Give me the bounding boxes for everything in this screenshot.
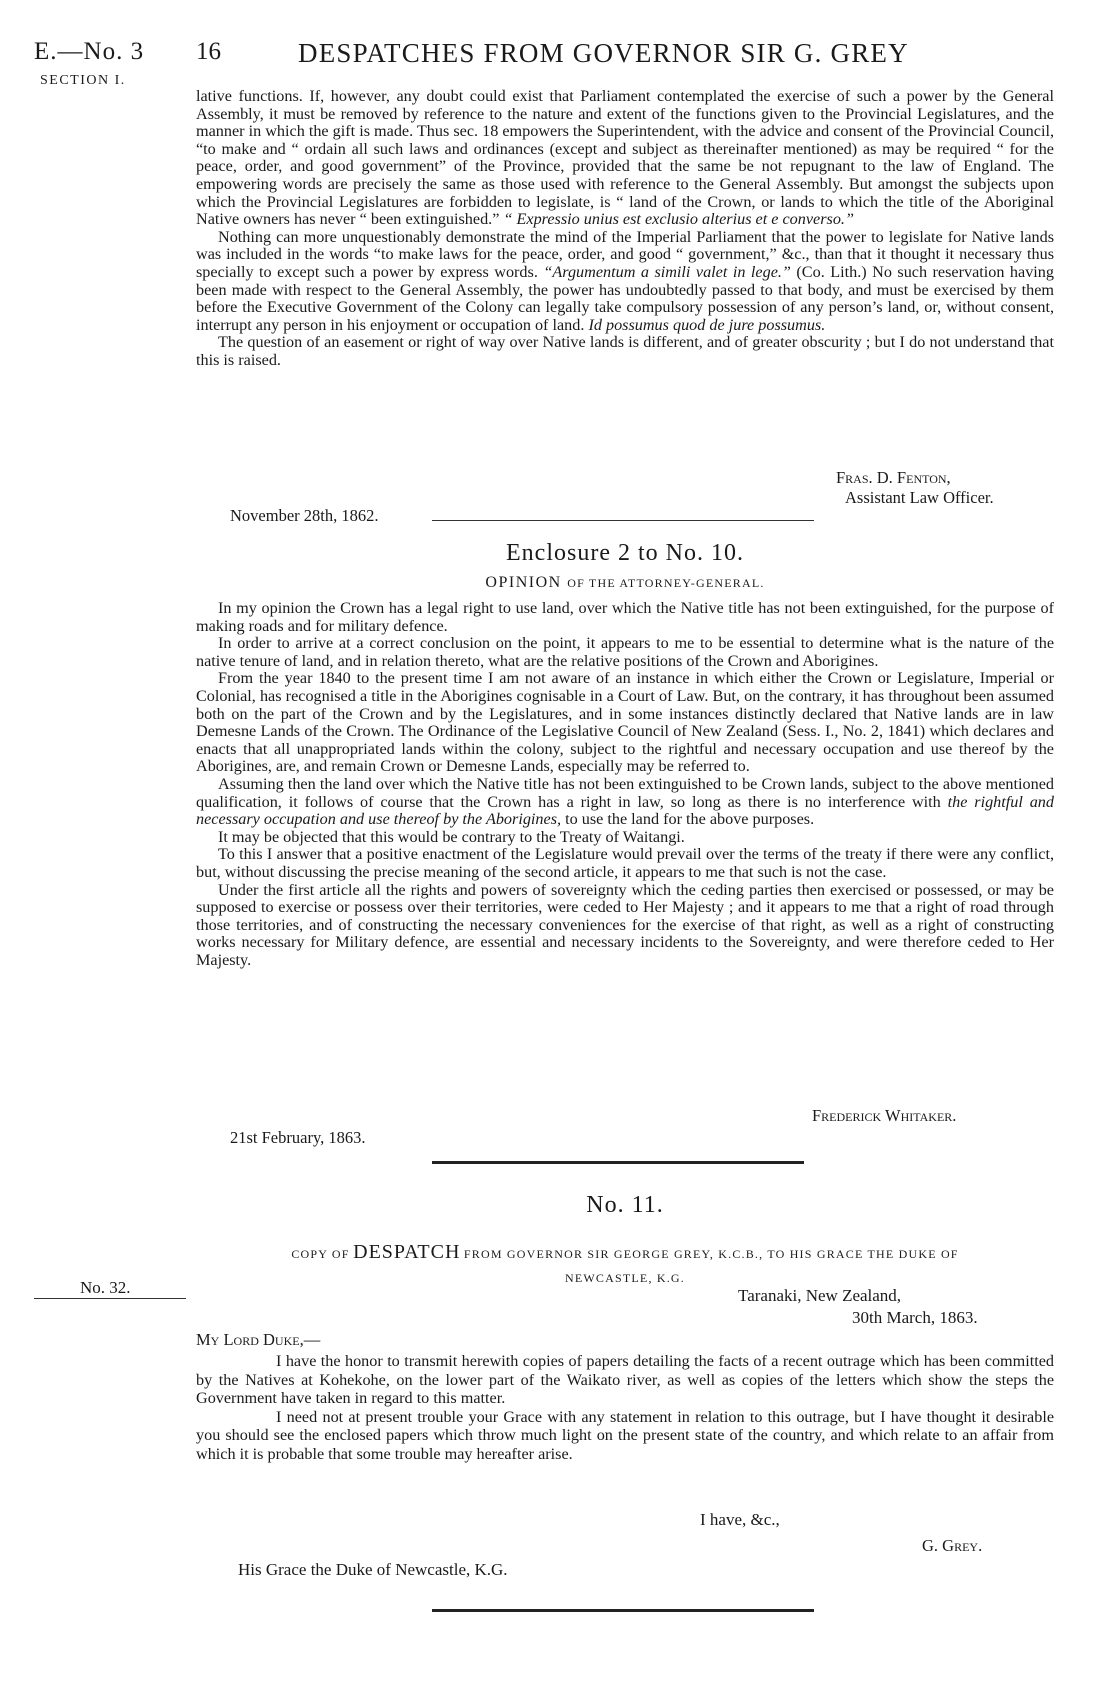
paragraph: Under the first article all the rights and powers of sovereignty which the ceding parties then exercised or possessed, or may be supposed to exercise or possess over their territories, were ceded to Her Majesty ; and it appears to me that a right of road through those territories, and of constructing the necessary conveniences for the exercise of that right, as well as a right of constructing works necessary for Military defence, are essential and necessary incidents to the Sovereignty, and were therefore ceded to Her Majesty. [196, 880, 1054, 969]
despatch-title-continued: NEWCASTLE, K.G. [565, 1271, 685, 1285]
date: 21st February, 1863. [230, 1128, 366, 1147]
signature: G. Grey. [922, 1536, 983, 1555]
paragraph: In order to arrive at a correct conclusion on the point, it appears to me to be essential to determine what is the nature of the native tenure of land, and in relation thereto, what are the relative positions of the Crown and Aborigines. [196, 634, 1054, 670]
title-despatch: DESPATCH [353, 1241, 461, 1263]
signature-title: Assistant Law Officer. [845, 488, 994, 507]
margin-rule [34, 1298, 186, 1299]
closing: I have, &c., [700, 1510, 780, 1529]
margin-reference: No. 32. [80, 1278, 131, 1297]
section-subheading [196, 574, 1054, 592]
section-label: SECTION I. [40, 73, 126, 88]
section-heading: No. 11. [586, 1192, 664, 1218]
despatch-title [196, 1241, 1054, 1264]
subheading-small-caps: OF THE ATTORNEY-GENERAL. [567, 576, 765, 590]
paragraph: I have the honor to transmit herewith copies of papers detailing the facts of a recent outrage which has been committed by the Natives at Kohekohe, on the lower part of the Waikato river, as well as copies of the letters which show the steps the Government have taken in regard to this matter. [196, 1352, 1054, 1407]
document-reference: E.—No. 3 [34, 38, 145, 65]
paragraph: It may be objected that this would be contrary to the Treaty of Waitangi. [218, 827, 685, 846]
attorney-general-opinion [196, 600, 1054, 969]
subheading-main: OPINION [485, 574, 562, 591]
paragraph: In my opinion the Crown has a legal right to use land, over which the Native title has not been extinguished, for the purpose of making roads and for military defence. [196, 599, 1054, 635]
divider [432, 1609, 814, 1612]
date: November 28th, 1862. [230, 506, 379, 525]
paragraph: Nothing can more unquestionably demonstrate the mind of the Imperial Parliament that the power to legislate for Native lands was included in the words “to make laws for the peace, order, and good “ government,” &c., than that it thought it necessary thus specially to except such a power by express words. “Argumentum a simili valet in lege.” (Co. Lith.) No such reservation having been made with respect to the General Assembly, the power has undoubtedly passed to that body, and must be exercised by them before the Executive Government of the Colony can legally take compulsory possession of any person’s land, or, without consent, interrupt any person in his enjoyment or occupation of land. Id possumus quod de jure possumus. [196, 227, 1054, 334]
page-number: 16 [196, 38, 221, 65]
signature: Fras. D. Fenton, [836, 468, 951, 487]
page-title: DESPATCHES FROM GOVERNOR SIR G. GREY [298, 38, 909, 68]
paragraph: The question of an easement or right of way over Native lands is different, and of greater obscurity ; but I do not understand that this is raised. [196, 333, 1054, 369]
addressee: His Grace the Duke of Newcastle, K.G. [238, 1560, 508, 1579]
fenton-opinion [196, 88, 1054, 370]
divider [432, 520, 814, 521]
section-heading: Enclosure 2 to No. 10. [506, 540, 744, 566]
salutation: My Lord Duke,— [196, 1330, 321, 1349]
paragraph: lative functions. If, however, any doubt could exist that Parliament contemplated the exercise of such a power by the General Assembly, it must be removed by reference to the nature and extent of the functions given to the Provincial Legislatures, and the manner in which the gift is made. Thus sec. 18 empowers the Superintendent, with the advice and consent of the Provincial Council, “to make and “ ordain all such laws and ordinances (except and subject as thereinafter mentioned) as may be required “ for the peace, order, and good government” of the Province, provided that the same be not repugnant to the law of England. The empowering words are precisely the same as those used with reference to the General Assembly. But amongst the subjects upon which the Provincial Legislatures are forbidden to legislate, is “ land of the Crown, or lands to which the title of the Aboriginal Native owners has never “ been extinguished.” “ Expressio unius est exclusio alterius et e converso.” [196, 87, 1054, 229]
title-prefix: COPY OF [291, 1247, 350, 1261]
paragraph: To this I answer that a positive enactment of the Legislature would prevail over the terms of the treaty if there were any conflict, but, without discussing the precise meaning of the second article, it appears to me that such is not the case. [196, 845, 1054, 881]
place: Taranaki, New Zealand, [738, 1286, 902, 1305]
title-from: FROM GOVERNOR SIR GEORGE GREY, K.C.B., TO HIS GRACE THE DUKE OF [463, 1247, 959, 1261]
divider [432, 1161, 804, 1164]
despatch-date: 30th March, 1863. [852, 1308, 978, 1327]
paragraph: I need not at present trouble your Grace with any statement in relation to this outrage, but I have thought it desirable you should see the enclosed papers which throw much light on the present state of the country, and which relate to an affair from which it is probable that some trouble may hereafter arise. [196, 1407, 1054, 1463]
despatch-body [196, 1352, 1054, 1463]
paragraph: From the year 1840 to the present time I am not aware of an instance in which either the Crown or Legislature, Imperial or Colonial, has recognised a title in the Aborigines cognisable in a Court of Law. But, on the contrary, it has throughout been assumed both on the part of the Crown and by the Legislatures, and in some instances distinctly declared that Native lands are in law Demesne Lands of the Crown. The Ordinance of the Legislative Council of New Zealand (Sess. I., No. 2, 1841) which declares and enacts that all unappropriated lands within the colony, subject to the rightful and necessary occupation and use thereof by the Aborigines, are, and remain Crown or Demesne Lands, especially may be referred to. [196, 669, 1054, 776]
signature: Frederick Whitaker. [812, 1106, 957, 1125]
paragraph: Assuming then the land over which the Native title has not been extinguished to be Crown lands, subject to the above mentioned qualification, it follows of course that the Crown has a right in law, so long as there is no interference with the rightful and necessary occupation and use thereof by the Aborigines, to use the land for the above purposes. [196, 774, 1054, 829]
